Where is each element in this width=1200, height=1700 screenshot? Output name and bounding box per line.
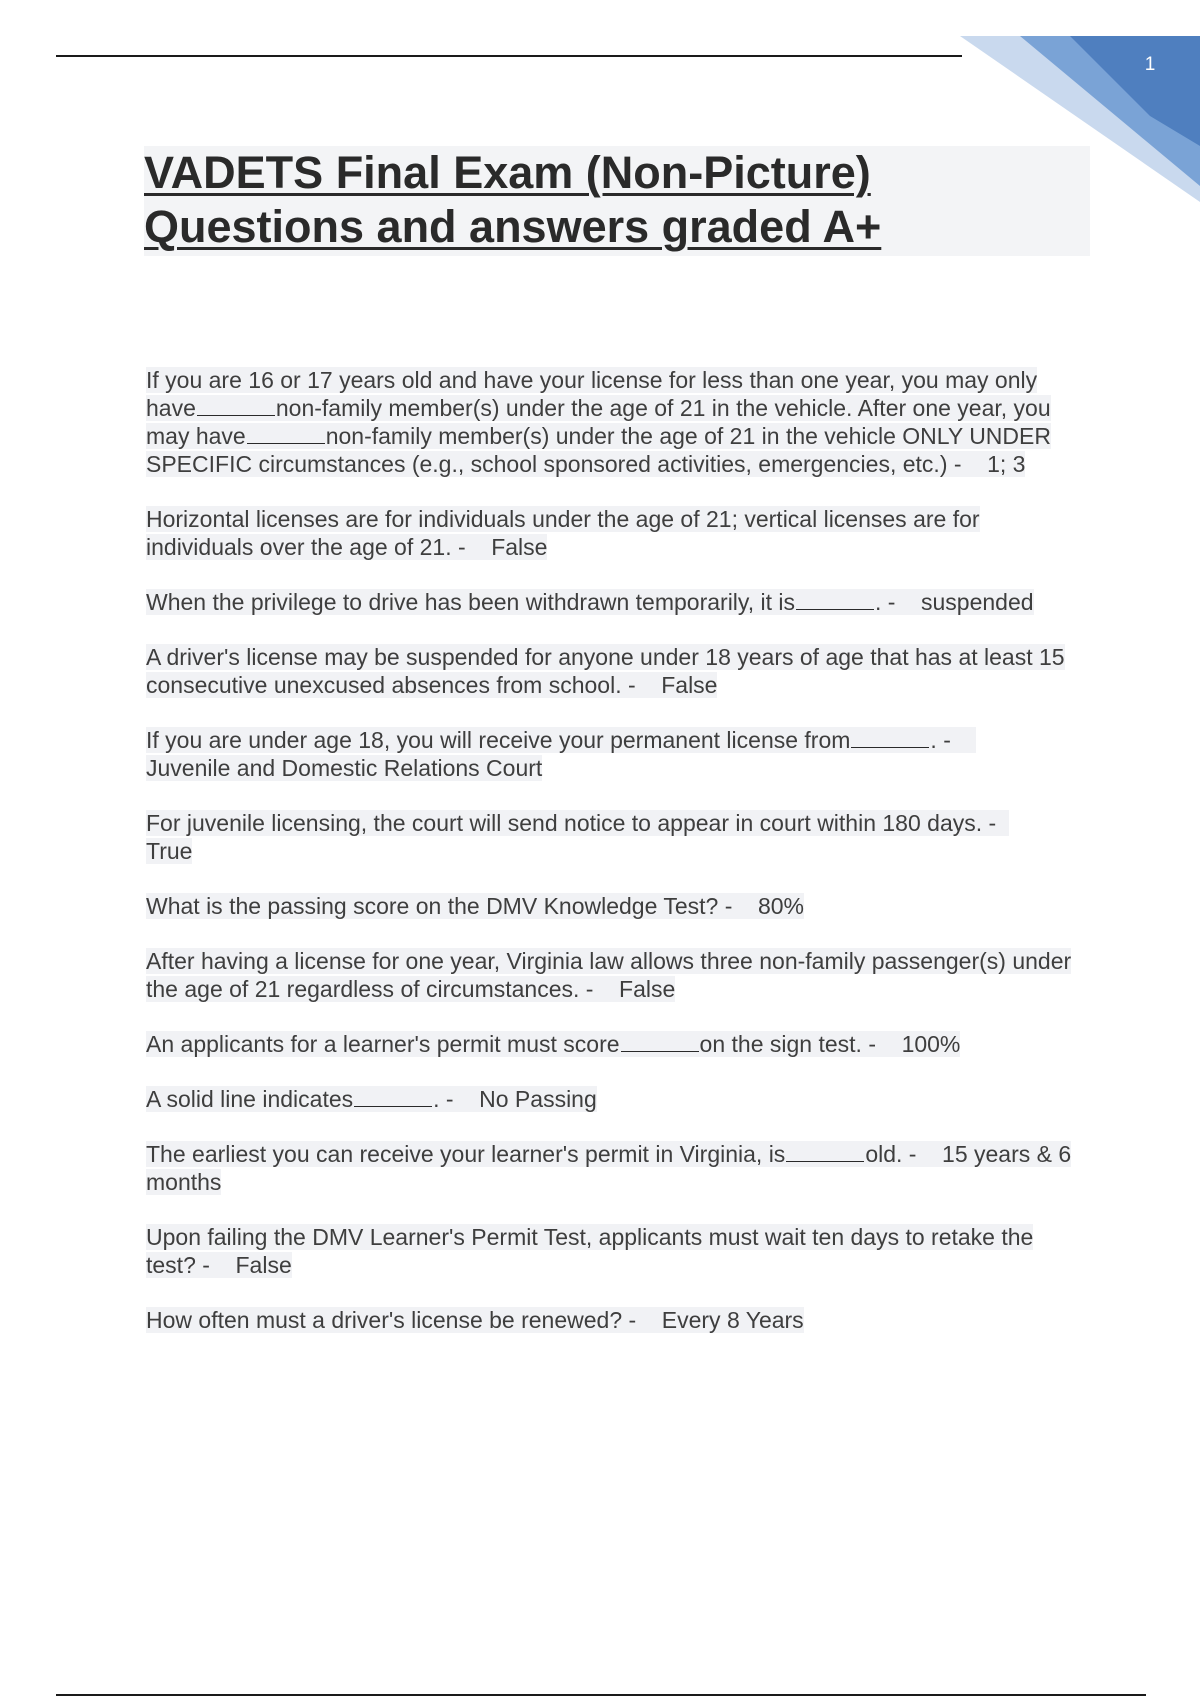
question-text: . — [875, 589, 882, 615]
qa-item: For juvenile licensing, the court will send notice to appear in court within 180 days. - True — [146, 810, 1009, 864]
question-text: After having a license for one year, Virginia law allows three non-family passenger(s) under the age of 21 regardless of circumstances. — [146, 948, 1072, 1002]
answer-text: True — [146, 838, 193, 864]
answer-text: False — [491, 534, 548, 560]
question-text: For juvenile licensing, the court will send notice to appear in court within 180 days. — [146, 810, 983, 836]
question-text: If you are 16 or 17 years old and have your license for less than one year, you may only have — [146, 367, 1038, 421]
answer-text: False — [619, 976, 676, 1002]
qa-list — [146, 366, 1086, 1361]
answer-blank — [247, 423, 325, 444]
answer-text: False — [661, 672, 718, 698]
question-text: Horizontal licenses are for individuals under the age of 21; vertical licenses are for individuals over the age of 21. — [146, 506, 980, 560]
title-line-2: Questions and answers graded A+ — [144, 201, 882, 252]
question-text: An applicants for a learner's permit must score — [146, 1031, 620, 1057]
qa-item: The earliest you can receive your learner's permit in Virginia, is old. - 15 years & 6 months — [146, 1141, 1072, 1195]
answer-blank — [786, 1141, 864, 1162]
question-text: old. — [865, 1141, 903, 1167]
qa-item: Horizontal licenses are for individuals under the age of 21; vertical licenses are for individuals over the age of 21. - False — [146, 506, 980, 560]
header-rule — [56, 55, 962, 57]
answer-text: 80% — [757, 893, 804, 919]
qa-item: An applicants for a learner's permit must score on the sign test. - 100% — [146, 1031, 961, 1057]
question-text: What is the passing score on the DMV Knowledge Test? — [146, 893, 719, 919]
question-text: . — [433, 1086, 440, 1112]
qa-item: A solid line indicates . - No Passing — [146, 1086, 597, 1112]
question-text: . — [930, 727, 937, 753]
footer-rule — [56, 1694, 1146, 1696]
qa-item: A driver's license may be suspended for anyone under 18 years of age that has at least 15 consecutive unexcused absences from school. - False — [146, 644, 1065, 698]
qa-item: If you are 16 or 17 years old and have your license for less than one year, you may only have non-family member(s) under the age of 21 in the vehicle. After one year, you may have non-family member(s) under the age of 21 in the vehicle ONLY UNDER SPECIFIC circumstances (e.g., school sponsored activities, emergencies, etc.) - 1; 3 — [146, 367, 1051, 477]
question-text: non-family member(s) under the age of 21 in the vehicle. After one year, you may have — [146, 395, 1051, 449]
question-text: A driver's license may be suspended for anyone under 18 years of age that has at least 15 consecutive unexcused absences from school. — [146, 644, 1065, 698]
qa-item: How often must a driver's license be renewed? - Every 8 Years — [146, 1307, 804, 1333]
question-text: The earliest you can receive your learner's permit in Virginia, is — [146, 1141, 786, 1167]
question-text: on the sign test. — [699, 1031, 862, 1057]
answer-text: False — [235, 1252, 292, 1278]
answer-blank — [851, 727, 929, 748]
question-text: non-family member(s) under the age of 21 in the vehicle ONLY UNDER SPECIFIC circumstances (e.g., school sponsored activities, emergencies, etc.) — [146, 423, 1051, 477]
page-title — [144, 146, 1090, 256]
qa-item: If you are under age 18, you will receive your permanent license from . - Juvenile and Domestic Relations Court — [146, 727, 977, 781]
question-text: When the privilege to drive has been withdrawn temporarily, it is — [146, 589, 795, 615]
answer-blank — [354, 1086, 432, 1107]
answer-blank — [796, 589, 874, 610]
title-line-1: VADETS Final Exam (Non-Picture) — [144, 147, 871, 198]
question-text: A solid line indicates — [146, 1086, 354, 1112]
question-text: How often must a driver's license be renewed? — [146, 1307, 623, 1333]
answer-text: Juvenile and Domestic Relations Court — [146, 755, 543, 781]
answer-text: 100% — [901, 1031, 961, 1057]
answer-blank — [621, 1031, 699, 1052]
answer-text: Every 8 Years — [661, 1307, 804, 1333]
qa-item: What is the passing score on the DMV Knowledge Test? - 80% — [146, 893, 804, 919]
answer-blank — [197, 395, 275, 416]
answer-text: 15 years & 6 months — [146, 1141, 1072, 1195]
answer-text: No Passing — [479, 1086, 597, 1112]
question-text: Upon failing the DMV Learner's Permit Test, applicants must wait ten days to retake the test? — [146, 1224, 1034, 1278]
answer-text: suspended — [921, 589, 1034, 615]
qa-item: After having a license for one year, Virginia law allows three non-family passenger(s) under the age of 21 regardless of circumstances. - False — [146, 948, 1072, 1002]
question-text: If you are under age 18, you will receive your permanent license from — [146, 727, 851, 753]
answer-text: 1; 3 — [987, 451, 1026, 477]
qa-item: Upon failing the DMV Learner's Permit Test, applicants must wait ten days to retake the test? - False — [146, 1224, 1034, 1278]
qa-item: When the privilege to drive has been withdrawn temporarily, it is . - suspended — [146, 589, 1034, 615]
page-number: 1 — [1144, 54, 1156, 75]
